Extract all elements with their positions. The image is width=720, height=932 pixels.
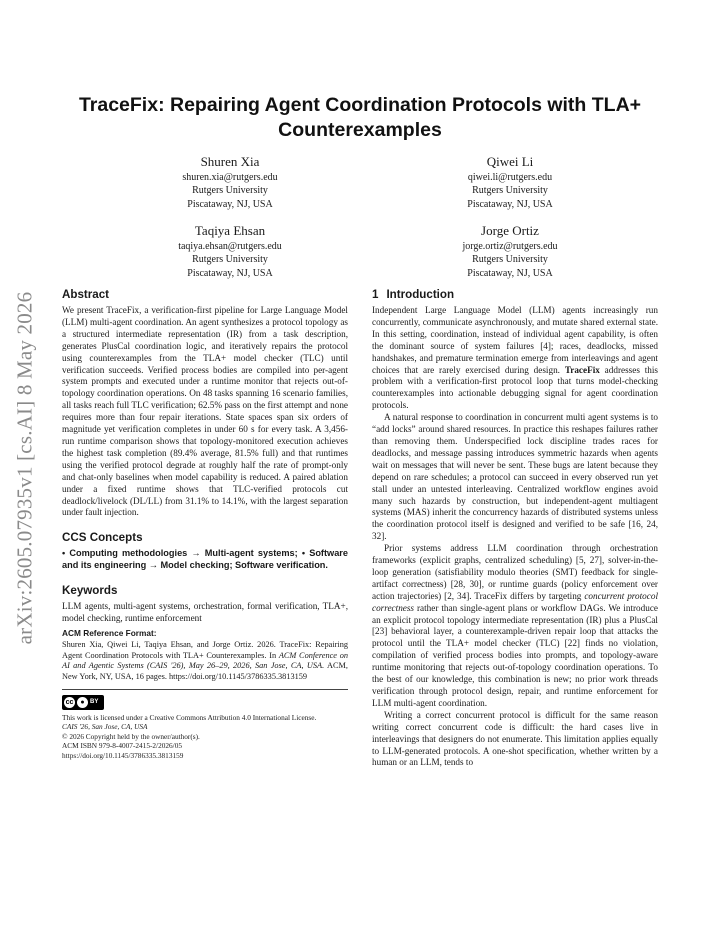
footnote-divider [62, 689, 348, 690]
author-block [100, 153, 360, 211]
author-email: taqiya.ehsan@rutgers.edu [178, 241, 282, 252]
intro-paragraph-4: Writing a correct concurrent protocol is difficult for the same reason writing correct concurrent code is difficult: the hard cases live in interleavings that designers do not enumerate. This limitation applies equally to LLM-generated protocols. A one-shot specification, whether written by a human or an LLM, tends to [372, 709, 658, 768]
isbn-line: ACM ISBN 979-8-4007-2415-2/2026/05 [62, 741, 182, 751]
cc-badge-label: BY [90, 698, 99, 705]
arxiv-identifier: arXiv:2605.07935v1 [cs.AI] 8 May 2026 [12, 291, 37, 645]
acm-reference-venue: ACM Conference on AI and Agentic Systems (CAIS '26), May 26–29, 2026, San Jose, CA, USA. [62, 650, 348, 671]
section-number: 1 [372, 288, 379, 301]
intro-paragraph-1-a: Independent Large Language Model (LLM) agents increasingly run concurrently, communicate asynchronously, and mutate shared external state. In this setting, coordination, instead of individual agent capability, is often the dominant source of system failures [4]; races, deadlocks, missed handshakes, and premature termination emerge from interleavings and agent choices that are rarely exercised during design. [372, 305, 658, 375]
intro-paragraph-2: A natural response to coordination in concurrent multi agent systems is to “add locks” around shared resources. In practice this reshapes failures rather than removing them. Underspecified lock discipline trades races for deadlocks, and message passing introduces symmetric hazards when agents wait on messages that will never be sent. These bugs are latent because they depend on rare schedules; a protocol can succeed in every observed run yet stall under an untested interleaving. Centralized workflow engines avoid many such hazards by construction, but independent-agent multiagent systems (MAS) inherit the concurrency hazards of distributed systems unless the coordination protocol itself is designed and verified to be safe [16, 24, 32]. [372, 412, 658, 542]
introduction-heading [372, 288, 658, 302]
intro-paragraph-3-a: Prior systems address LLM coordination through orchestration frameworks (explicit graphs, centralized scheduling) [5, 27], solver-in-the-loop generation (satisfiability modulo theories (SMT) feedback for single-artifact correctness) [28, 30], or runtime guards (policy enforcement over action trajectories) [2, 34]. TraceFix differs by targeting [372, 543, 658, 601]
author-name: Taqiya Ehsan [194, 223, 266, 238]
cc-by-license-badge [62, 695, 104, 710]
acm-reference-authors: Shuren Xia, Qiwei Li, Taqiya Ehsan, and Jorge Ortiz. 2026. TraceFix: Repairing Agent Coordination Protocols with TLA+ Counterexamples. In [62, 639, 348, 660]
acm-reference-text [62, 640, 348, 683]
keywords-text: LLM agents, multi-agent systems, orchestration, formal verification, TLA+, model checking, runtime enforcement [62, 601, 348, 624]
ccs-concepts: • Computing methodologies → Multi-agent systems; • Software and its engineering → Model checking; Software verification. [62, 548, 348, 571]
intro-paragraph-3 [372, 543, 658, 710]
license-venue: CAIS '26, San Jose, CA, USA [62, 722, 148, 732]
author-name: Qiwei Li [486, 154, 534, 169]
intro-emphasis: concurrent protocol correctness [372, 590, 658, 613]
section-title: Introduction [386, 288, 455, 301]
system-name: TraceFix [564, 364, 600, 375]
author-email: shuren.xia@rutgers.edu [182, 172, 278, 183]
intro-paragraph-3-b: rather than single-agent plans or workflow DAGs. We introduce an explicit protocol topology intermediate representation (IR) plus a PlusCal [23] behavioral layer, a counterexample-driven repair loop that attacks the protocol until the TLA+ model checker (TLC) [22] finds no violation, compilation of verified process bodies into prompts, and topology-aware runtime monitoring that rejects out-of-topology coordination operations. To the best of our knowledge, this combination is new; no prior work threads verification through protocol design, repair, and runtime enforcement for LLM multi-agent coordination. [372, 602, 658, 708]
author-block [380, 153, 640, 211]
author-location: Piscataway, NJ, USA [467, 267, 553, 279]
ccs-heading: CCS Concepts [62, 531, 143, 545]
intro-paragraph-1 [372, 305, 658, 412]
cc-icon: cc [64, 697, 75, 708]
author-affiliation: Rutgers University [472, 185, 548, 197]
acm-reference-heading: ACM Reference Format: [62, 627, 157, 638]
abstract-heading: Abstract [62, 288, 110, 301]
author-block [100, 222, 360, 280]
author-location: Piscataway, NJ, USA [187, 198, 273, 210]
author-affiliation: Rutgers University [472, 254, 548, 266]
author-affiliation: Rutgers University [192, 185, 268, 197]
author-name: Shuren Xia [200, 154, 260, 169]
author-name: Jorge Ortiz [481, 223, 539, 238]
keywords-heading: Keywords [62, 584, 118, 598]
license-statement: This work is licensed under a Creative Commons Attribution 4.0 International License. [62, 713, 317, 723]
intro-paragraph-1-b: addresses this problem with a verification-first protocol loop that turns model-checking counterexamples into actionable debugging signal for agent coordination protocols. [372, 364, 659, 411]
doi-link[interactable]: https://doi.org/10.1145/3786335.3813159 [62, 750, 184, 760]
person-icon: ● [77, 697, 88, 708]
left-column [62, 288, 348, 760]
author-affiliation: Rutgers University [192, 254, 268, 266]
right-column [372, 288, 658, 769]
author-location: Piscataway, NJ, USA [187, 267, 273, 279]
author-email: jorge.ortiz@rutgers.edu [462, 241, 558, 252]
arxiv-identifier-stamp [11, 268, 39, 668]
author-email: qiwei.li@rutgers.edu [467, 172, 553, 183]
author-location: Piscataway, NJ, USA [467, 198, 553, 210]
acm-reference-publisher: ACM, New York, NY, USA, 16 pages. https://doi.org/10.1145/3786335.3813159 [62, 661, 349, 682]
author-block [380, 222, 640, 280]
paper-title: TraceFix: Repairing Agent Coordination Protocols with TLA+ Counterexamples [78, 94, 642, 141]
abstract-text: We present TraceFix, a verification-first pipeline for Large Language Model (LLM) multi-agent coordination. An agent synthesizes a protocol topology as a structured intermediate representation (IR) from a task description, generates PlusCal coordination logic, and iteratively repairs the protocol using counterexamples from the TLA+ model checker (TLC) until verification succeeds. Verified process bodies are compiled into per-agent system prompts and executed under a runtime monitor that rejects out-of-topology coordination operations. On 48 tasks spanning 16 scenario families, all tasks reach full TLC verification; 62.5% pass on the first attempt and none requires more than four repair iterations. State spaces span six orders of magnitude yet verification completes in under 60 s for every task. A 3,456-run runtime comparison shows that topology-monitored execution achieves the highest task completion (89.4% average, 81.5% full) and that runtimes using the verified protocol degrade at roughly half the rate of prompt-only and chat-only baselines when model capability is reduced. A paired ablation under a fixed runtime shows that TLC-verified protocols cut deadlock/livelock (DL/LL) from 31.1% to 14.1%, with the largest separation under fault injection. [62, 305, 348, 518]
copyright-line: © 2026 Copyright held by the owner/author(s). [62, 731, 200, 741]
